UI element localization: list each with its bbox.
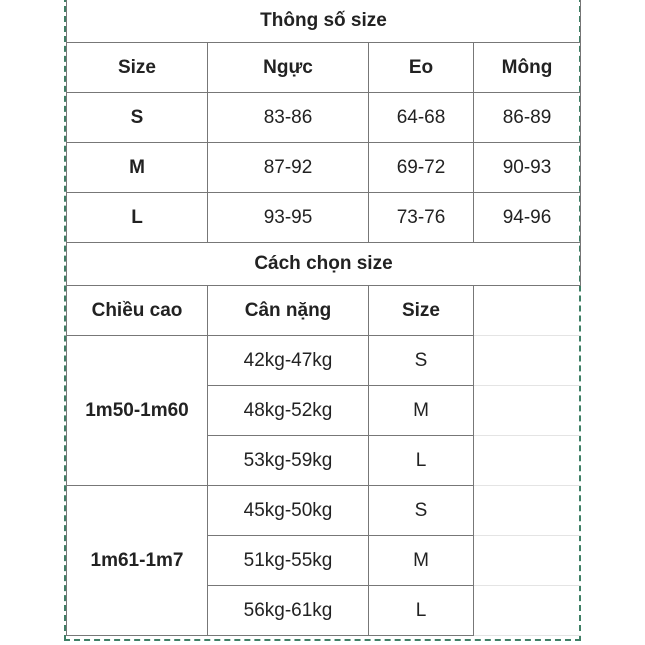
hip-cell: 90-93 — [474, 143, 581, 193]
size-guide-title: Cách chọn size — [67, 243, 581, 286]
empty-cell — [474, 436, 581, 486]
empty-cell — [474, 536, 581, 586]
height-range-cell: 1m61-1m7 — [67, 486, 208, 636]
weight-cell: 53kg-59kg — [208, 436, 369, 486]
waist-cell: 73-76 — [369, 193, 474, 243]
empty-cell — [474, 286, 581, 336]
header-waist: Eo — [369, 43, 474, 93]
size-specs-title: Thông số size — [67, 0, 581, 43]
weight-cell: 48kg-52kg — [208, 386, 369, 436]
guide-size-cell: M — [369, 536, 474, 586]
size-cell: M — [67, 143, 208, 193]
header-guide-size: Size — [369, 286, 474, 336]
weight-cell: 42kg-47kg — [208, 336, 369, 386]
header-size: Size — [67, 43, 208, 93]
guide-size-cell: L — [369, 436, 474, 486]
header-height: Chiều cao — [67, 286, 208, 336]
guide-size-cell: M — [369, 386, 474, 436]
table-row — [67, 143, 581, 193]
empty-cell — [474, 586, 581, 636]
size-cell: L — [67, 193, 208, 243]
weight-cell: 51kg-55kg — [208, 536, 369, 586]
waist-cell: 69-72 — [369, 143, 474, 193]
header-hip: Mông — [474, 43, 581, 93]
waist-cell: 64-68 — [369, 93, 474, 143]
weight-cell: 56kg-61kg — [208, 586, 369, 636]
chest-cell: 93-95 — [208, 193, 369, 243]
empty-cell — [474, 386, 581, 436]
table-row — [67, 336, 581, 386]
hip-cell: 94-96 — [474, 193, 581, 243]
table-row — [67, 93, 581, 143]
table-row — [67, 486, 581, 536]
size-cell: S — [67, 93, 208, 143]
header-chest: Ngực — [208, 43, 369, 93]
height-range-cell: 1m50-1m60 — [67, 336, 208, 486]
empty-cell — [474, 486, 581, 536]
table-row — [67, 193, 581, 243]
chest-cell: 83-86 — [208, 93, 369, 143]
chest-cell: 87-92 — [208, 143, 369, 193]
weight-cell: 45kg-50kg — [208, 486, 369, 536]
guide-size-cell: L — [369, 586, 474, 636]
hip-cell: 86-89 — [474, 93, 581, 143]
size-chart-table — [66, 0, 581, 636]
header-weight: Cân nặng — [208, 286, 369, 336]
guide-size-cell: S — [369, 336, 474, 386]
guide-size-cell: S — [369, 486, 474, 536]
empty-cell — [474, 336, 581, 386]
